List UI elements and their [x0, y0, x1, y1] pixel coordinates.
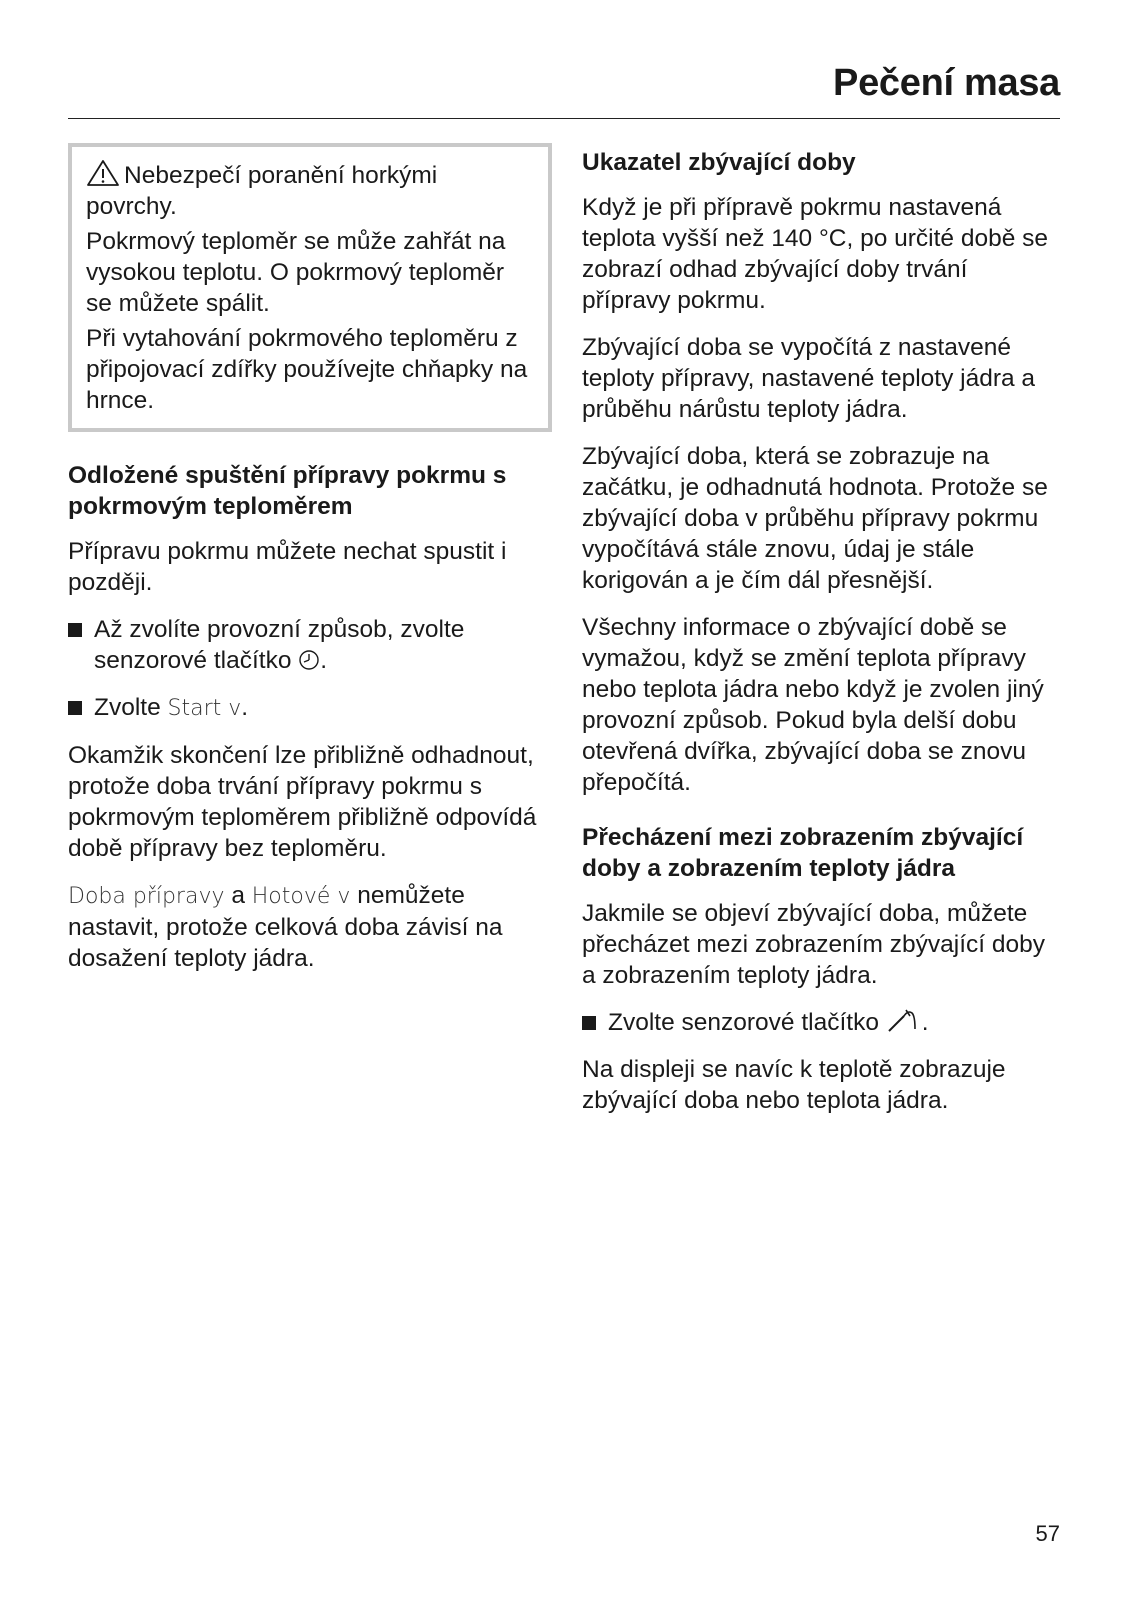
warning-line-1: Pokrmový teploměr se může zahřát na vysokou teplotu. O pokrmový teploměr se můžete spálit. [86, 228, 506, 317]
display-term-duration: Doba přípravy [68, 884, 225, 909]
step-period: . [921, 1009, 929, 1036]
warning-title-text: Nebezpečí poranění horkými povrchy. [86, 162, 438, 220]
right-column [582, 143, 1062, 1132]
step-period: . [241, 694, 249, 721]
section-heading-switch-display: Přecházení mezi zobrazením zbývající doby a zobrazením teploty jádra [582, 824, 1024, 882]
display-term-start: Start v [167, 696, 242, 721]
section-heading-remaining-time: Ukazatel zbývající doby [582, 149, 856, 176]
paragraph: Všechny informace o zbývající době se vymažou, když se změní teplota přípravy nebo teplota jádra nebo když je zvolen jiný provozní způsob. Pokud byla delší dobu otevřená dvířka, zbývající doba se znovu přepočítá. [582, 614, 1044, 796]
warning-title [86, 159, 534, 222]
step-period: . [320, 647, 328, 674]
step-item [582, 1007, 1062, 1038]
note-paragraph [68, 880, 552, 974]
paragraph: Když je při přípravě pokrmu nastavená teplota vyšší než 140 °C, po určité době se zobrazí odhad zbývající doby trvání přípravy pokrmu. [582, 194, 1049, 314]
food-probe-icon [886, 1007, 922, 1033]
warning-triangle-icon [86, 159, 120, 187]
left-column [68, 143, 552, 990]
section-heading-delayed-start: Odložené spuštění přípravy pokrmu s pokrmovým teploměrem [68, 462, 507, 520]
bullet-square-icon [582, 1016, 596, 1030]
warning-box [68, 143, 552, 432]
display-term-ready-at: Hotové v [251, 884, 351, 909]
paragraph: Zbývající doba se vypočítá z nastavené teploty přípravy, nastavené teploty jádra a průběhu nárůstu teploty jádra. [582, 334, 1036, 423]
clock-icon [298, 649, 320, 671]
intro-paragraph: Přípravu pokrmu můžete nechat spustit i později. [68, 538, 507, 596]
page-number: 57 [1035, 1521, 1060, 1546]
page-title: Pečení masa [833, 62, 1060, 104]
paragraph: Zbývající doba, která se zobrazuje na začátku, je odhadnutá hodnota. Protože se zbývající doba v průběhu přípravy pokrmu vypočítává stále znovu, údaj je stále korigován a je čím dál přesnější. [582, 443, 1048, 594]
warning-line-2: Při vytahování pokrmového teploměru z připojovací zdířky používejte chňapky na hrnce. [86, 325, 528, 414]
end-time-paragraph: Okamžik skončení lze přibližně odhadnout, protože doba trvání přípravy pokrmu s pokrmovým teploměrem přibližně odpovídá době přípravy bez teploměru. [68, 742, 537, 862]
step-text: Až zvolíte provozní způsob, zvolte senzorové tlačítko [94, 616, 465, 674]
bullet-square-icon [68, 623, 82, 637]
bullet-square-icon [68, 701, 82, 715]
step-item [68, 692, 552, 724]
paragraph: Na displeji se navíc k teplotě zobrazuje zbývající doba nebo teplota jádra. [582, 1056, 1006, 1114]
paragraph: Jakmile se objeví zbývající doba, můžete přecházet mezi zobrazením zbývající doby a zobrazením teploty jádra. [582, 900, 1045, 989]
step-text: Zvolte senzorové tlačítko [608, 1009, 879, 1036]
header-divider [68, 118, 1060, 119]
note-rest: nemůžete nastavit, protože celková doba závisí na dosažení teploty jádra. [68, 882, 503, 972]
step-text: Zvolte [94, 694, 161, 721]
step-item [68, 614, 552, 676]
note-and: a [231, 882, 245, 909]
